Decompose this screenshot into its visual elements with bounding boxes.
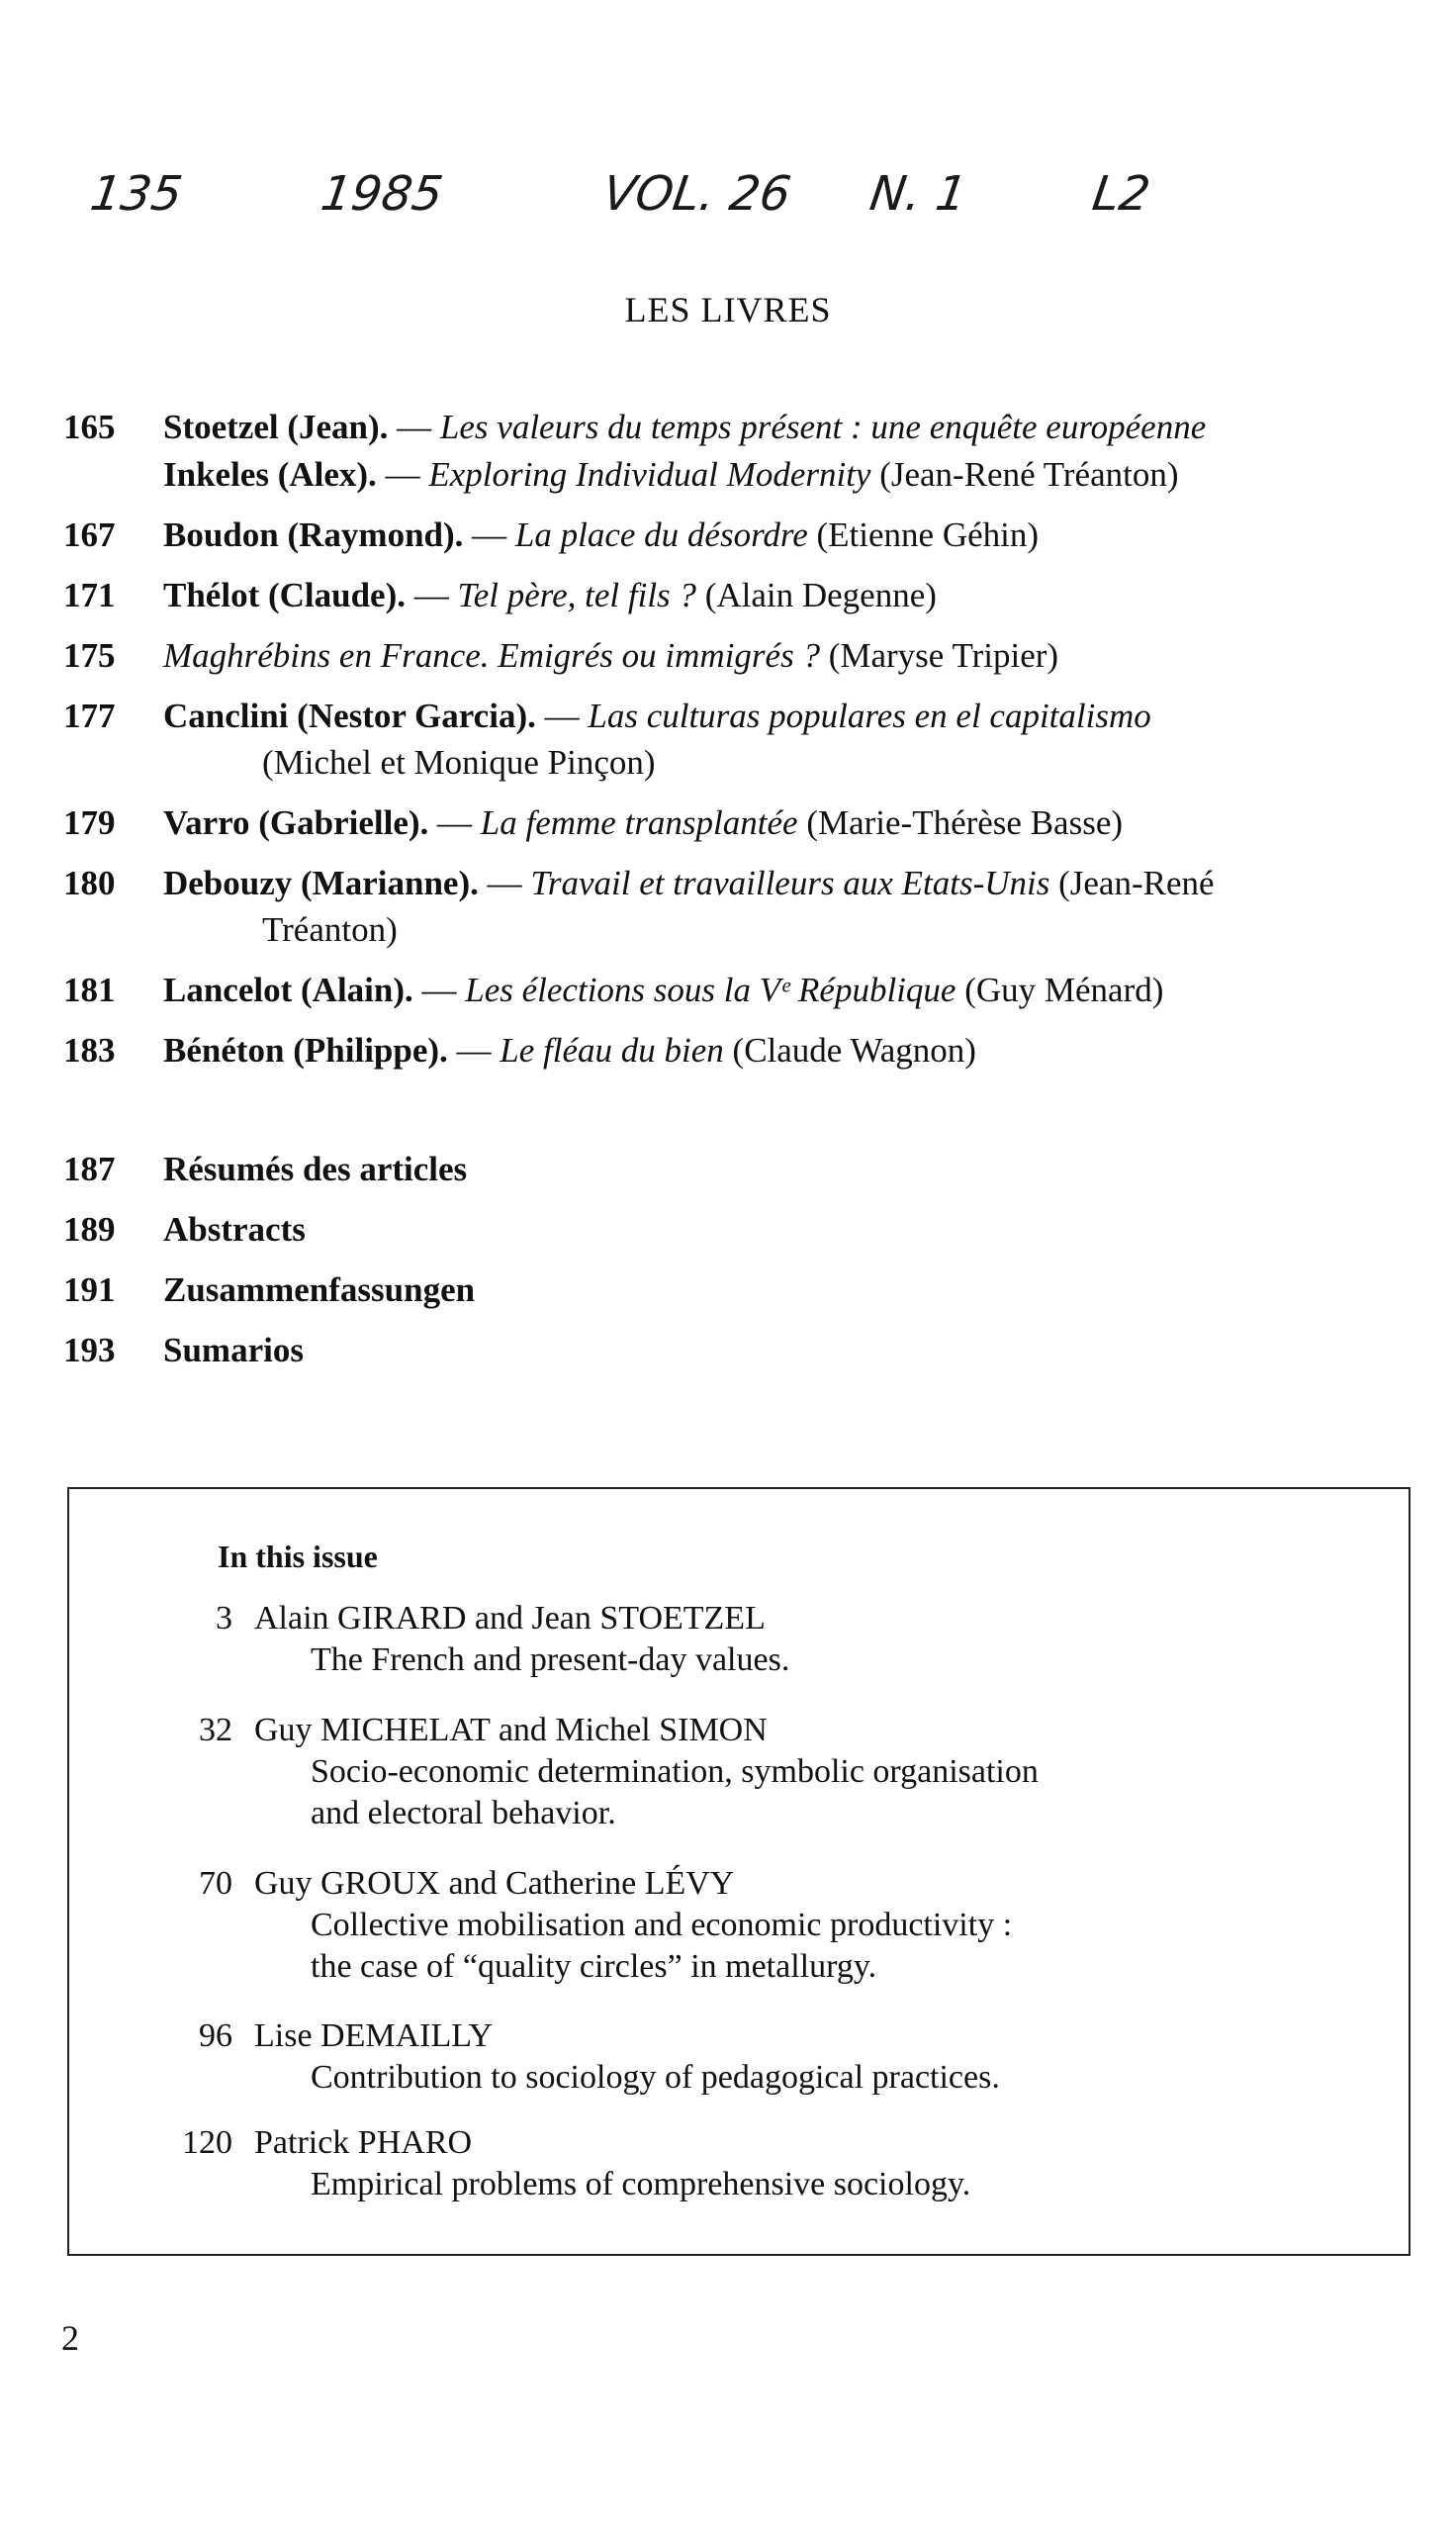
page-ref: 187 <box>63 1150 116 1188</box>
article-authors: Guy MICHELAT and Michel SIMON <box>254 1712 768 1748</box>
dash-separator: — <box>463 515 515 554</box>
book-title: La femme transplantée <box>480 803 798 842</box>
list-item <box>63 514 1409 557</box>
handwritten-annotation: 135 <box>87 166 186 222</box>
book-author: Bénéton (Philippe). <box>163 1031 448 1070</box>
handwritten-annotation: N. 1 <box>866 166 970 222</box>
issue-entry <box>129 2122 1316 2205</box>
page-ref: 70 <box>199 1865 232 1902</box>
page-ref: 32 <box>199 1712 232 1748</box>
section-title: LES LIVRES <box>624 290 832 329</box>
book-title: Las culturas populares en el capitalismo <box>588 697 1151 735</box>
entry-text <box>163 574 1409 617</box>
reviewer: (Claude Wagnon) <box>723 1031 976 1070</box>
list-item <box>63 862 1409 952</box>
list-item <box>63 1148 1052 1191</box>
page-ref: 167 <box>63 515 116 554</box>
list-item <box>63 1029 1409 1073</box>
book-author: Lancelot (Alain). <box>163 971 413 1009</box>
reviewer: (Jean-René <box>1049 864 1215 902</box>
page-ref: 189 <box>63 1210 116 1249</box>
list-item <box>63 406 1409 449</box>
page-ref: 193 <box>63 1331 116 1369</box>
book-title: Exploring Individual Modernity <box>428 455 871 494</box>
article-title: Empirical problems of comprehensive sociology. <box>311 2166 971 2202</box>
book-author: Debouzy (Marianne). <box>163 864 479 902</box>
page-ref: 181 <box>63 971 116 1009</box>
handwritten-annotation: 1985 <box>318 166 447 222</box>
reviewer: Tréanton) <box>262 910 398 949</box>
book-title: Les élections sous la Vᵉ République <box>465 971 956 1009</box>
book-title: La place du désordre <box>514 515 808 554</box>
page-ref: 165 <box>63 408 116 446</box>
page-ref: 96 <box>199 2017 232 2054</box>
handwritten-annotation: L2 <box>1089 166 1154 222</box>
issue-entry <box>129 1598 1316 1681</box>
book-title: Maghrébins en France. Emigrés ou immigrés ? <box>163 636 820 675</box>
summary-label: Résumés des articles <box>163 1150 468 1188</box>
in-this-issue-box <box>67 1487 1410 2256</box>
page-ref <box>63 453 163 497</box>
book-reviews-list <box>63 406 1409 1089</box>
entry-text <box>163 406 1409 449</box>
issue-entry <box>129 1710 1316 1834</box>
book-author: Boudon (Raymond). <box>163 515 464 554</box>
article-title: The French and present-day values. <box>311 1641 790 1678</box>
issue-entry <box>129 2015 1316 2099</box>
reviewer: (Marie-Thérèse Basse) <box>797 803 1124 842</box>
reviewer: (Michel et Monique Pinçon) <box>262 743 656 782</box>
page-ref: 120 <box>182 2124 232 2161</box>
reviewer: (Guy Ménard) <box>956 971 1164 1009</box>
page-ref: 183 <box>63 1031 116 1070</box>
handwritten-annotation: VOL. 26 <box>599 166 794 222</box>
entry-text <box>163 1029 1409 1073</box>
book-author: Varro (Gabrielle). <box>163 803 429 842</box>
list-item <box>63 1329 1052 1372</box>
summary-label: Abstracts <box>163 1210 306 1249</box>
dash-separator: — <box>376 455 429 494</box>
reviewer: (Alain Degenne) <box>695 576 937 614</box>
summary-label: Sumarios <box>163 1331 304 1369</box>
list-item <box>63 634 1409 678</box>
book-author: Stoetzel (Jean). <box>163 408 389 446</box>
book-title: Travail et travailleurs aux Etats-Unis <box>530 864 1050 902</box>
list-item <box>63 1268 1052 1312</box>
entry-text <box>163 514 1409 557</box>
article-authors: Lise DEMAILLY <box>254 2017 494 2054</box>
page-ref: 191 <box>63 1270 116 1309</box>
dash-separator: — <box>412 971 466 1009</box>
page-number: 2 <box>61 2318 79 2358</box>
list-item <box>63 574 1409 617</box>
page-ref: 3 <box>216 1600 232 1637</box>
book-author: Canclini (Nestor Garcia). <box>163 697 536 735</box>
list-item <box>63 1208 1052 1252</box>
entry-text <box>163 969 1409 1012</box>
page-ref: 180 <box>63 864 116 902</box>
list-item <box>63 969 1409 1012</box>
article-title: Socio-economic determination, symbolic organisation <box>311 1753 1039 1790</box>
dash-separator: — <box>447 1031 500 1070</box>
article-title: Collective mobilisation and economic productivity : <box>311 1907 1013 1943</box>
dash-separator: — <box>388 408 440 446</box>
article-authors: Patrick PHARO <box>254 2124 473 2161</box>
reviewer: (Maryse Tripier) <box>819 636 1059 675</box>
list-item <box>63 695 1409 785</box>
article-title: and electoral behavior. <box>311 1795 616 1831</box>
entry-text <box>163 695 1409 785</box>
article-authors: Guy GROUX and Catherine LÉVY <box>254 1865 735 1902</box>
entry-text <box>163 862 1409 952</box>
book-title: Le fléau du bien <box>500 1031 724 1070</box>
list-item <box>63 801 1409 845</box>
page-ref: 175 <box>63 636 116 675</box>
reviewer: (Etienne Géhin) <box>807 515 1040 554</box>
summaries-list <box>63 1148 1052 1389</box>
article-title: Contribution to sociology of pedagogical practices. <box>311 2059 1000 2096</box>
book-title: Tel père, tel fils ? <box>457 576 696 614</box>
entry-text <box>163 801 1409 845</box>
dash-separator: — <box>478 864 531 902</box>
book-title: Les valeurs du temps présent : une enquête européenne <box>439 408 1207 446</box>
book-author: Thélot (Claude). <box>163 576 406 614</box>
page-ref: 171 <box>63 576 116 614</box>
dash-separator: — <box>535 697 589 735</box>
page-ref: 179 <box>63 803 116 842</box>
issue-entry <box>129 1863 1316 1988</box>
dash-separator: — <box>428 803 481 842</box>
article-title: the case of “quality circles” in metallurgy. <box>311 1948 877 1985</box>
list-item <box>63 453 1409 497</box>
article-authors: Alain GIRARD and Jean STOETZEL <box>254 1600 766 1637</box>
box-heading: In this issue <box>218 1539 378 1574</box>
page-ref: 177 <box>63 697 116 735</box>
entry-text <box>163 634 1409 678</box>
entry-text <box>163 453 1409 497</box>
dash-separator: — <box>406 576 458 614</box>
book-author: Inkeles (Alex). <box>163 455 377 494</box>
summary-label: Zusammenfassungen <box>163 1270 476 1309</box>
reviewer: (Jean-René Tréanton) <box>870 455 1179 494</box>
